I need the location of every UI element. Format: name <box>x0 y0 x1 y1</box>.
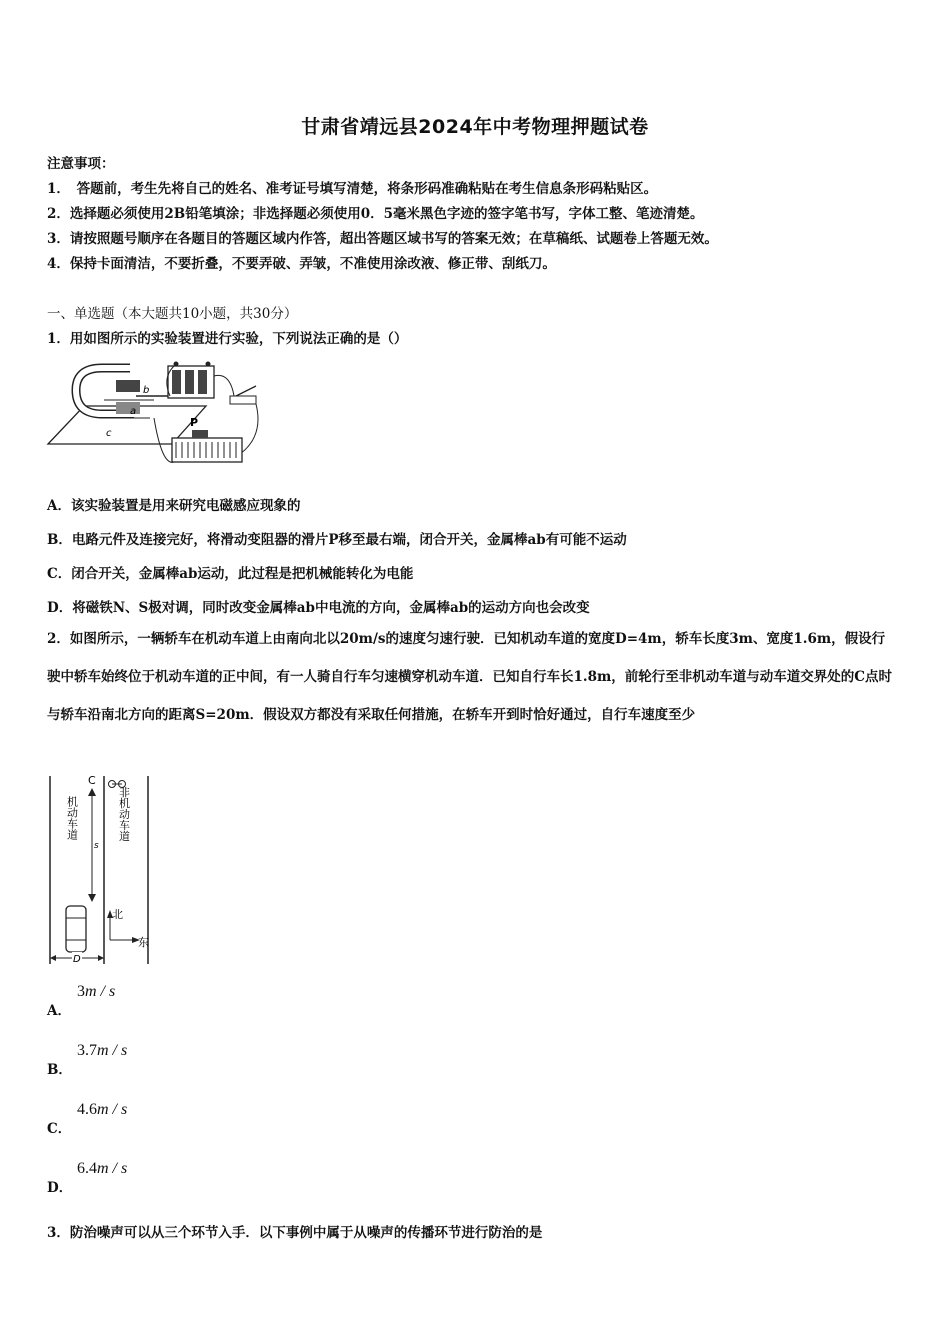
car <box>66 906 86 952</box>
q1-option-c: C．闭合开关，金属棒ab运动，此过程是把机械能转化为电能 <box>47 566 414 582</box>
notice-item: 4．保持卡面清洁，不要折叠，不要弄破、弄皱，不准使用涂改液、修正带、刮纸刀。 <box>47 256 556 272</box>
q1-stem: 1．用如图所示的实验装置进行实验，下列说法正确的是（） <box>47 331 408 347</box>
width-label: D <box>73 954 81 965</box>
q3-stem: 3．防治噪声可以从三个环节入手．以下事例中属于从噪声的传播环节进行防治的是 <box>47 1225 543 1241</box>
battery-cell <box>172 370 181 394</box>
page-title: 甘肃省靖远县2024年中考物理押题试卷 <box>301 116 649 138</box>
q2-option-d-value: 6.4m / s <box>77 1160 128 1177</box>
notice-item: 3．请按照题号顺序在各题目的答题区域内作答，超出答题区域书写的答案无效；在草稿纸、试题卷上答题无效。 <box>47 231 718 247</box>
label-p: P <box>190 416 199 429</box>
q2-option-c-letter: C． <box>47 1121 72 1137</box>
battery-cell <box>185 370 194 394</box>
q2-option-d-letter: D． <box>47 1180 73 1196</box>
q2-stem: 2．如图所示，一辆轿车在机动车道上由南向北以20m/s的速度匀速行驶．已知机动车道的宽度D=4m，轿车长度3m、宽度1.6m，假设行驶中轿车始终位于机动车道的正中间，有一人骑自行车匀速横穿机动车道．已知自行车长1.8m，前轮行至非机动车道与动车道交界处的C点时与轿车沿南北方向的距离S=20m．假设双方都没有采取任何措施，在轿车开到时恰好通过，自行车速度至少 <box>47 631 893 723</box>
section-heading: 一、单选题（本大题共10小题，共30分） <box>47 306 298 322</box>
q1-option-a: A．该实验装置是用来研究电磁感应现象的 <box>47 498 301 514</box>
electromagnet-apparatus-figure <box>44 356 266 478</box>
q2-option-c-value: 4.6m / s <box>77 1101 128 1118</box>
notice-item: 1． 答题前，考生先将自己的姓名、准考证号填写清楚，将条形码准确粘贴在考生信息条形码粘贴区。 <box>47 181 658 197</box>
q2-option-a-letter: A． <box>47 1003 71 1019</box>
label-a: a <box>130 406 137 417</box>
road-crossing-figure <box>44 772 152 968</box>
north-label: 北 <box>112 908 123 921</box>
label-b: b <box>143 385 150 396</box>
q1-option-b: B．电路元件及连接完好，将滑动变阻器的滑片P移至最右端，闭合开关，金属棒ab有可能不运动 <box>47 532 627 548</box>
lane-label-left: 机动车道 <box>65 796 79 840</box>
label-c: c <box>106 428 112 439</box>
distance-label: s <box>94 841 99 851</box>
switch <box>230 396 256 404</box>
q2-option-b-value: 3.7m / s <box>77 1042 128 1059</box>
point-c: C <box>88 774 96 787</box>
magnet-pole-n <box>116 380 140 392</box>
notice-heading: 注意事项： <box>47 156 115 172</box>
east-label: 东 <box>138 936 149 949</box>
q1-option-d: D．将磁铁N、S极对调，同时改变金属棒ab中电流的方向，金属棒ab的运动方向也会改变 <box>47 600 590 616</box>
magnet-pole-s <box>116 402 140 414</box>
notice-item: 2．选择题必须使用2B铅笔填涂；非选择题必须使用0．5毫米黑色字迹的签字笔书写，字体工整、笔迹清楚。 <box>47 206 704 222</box>
battery-cell <box>198 370 207 394</box>
q2-option-a-value: 3m / s <box>77 983 116 1000</box>
q2-option-b-letter: B． <box>47 1062 72 1078</box>
lane-label-right: 非机动车道 <box>117 786 131 842</box>
rheostat-slider <box>192 430 208 438</box>
